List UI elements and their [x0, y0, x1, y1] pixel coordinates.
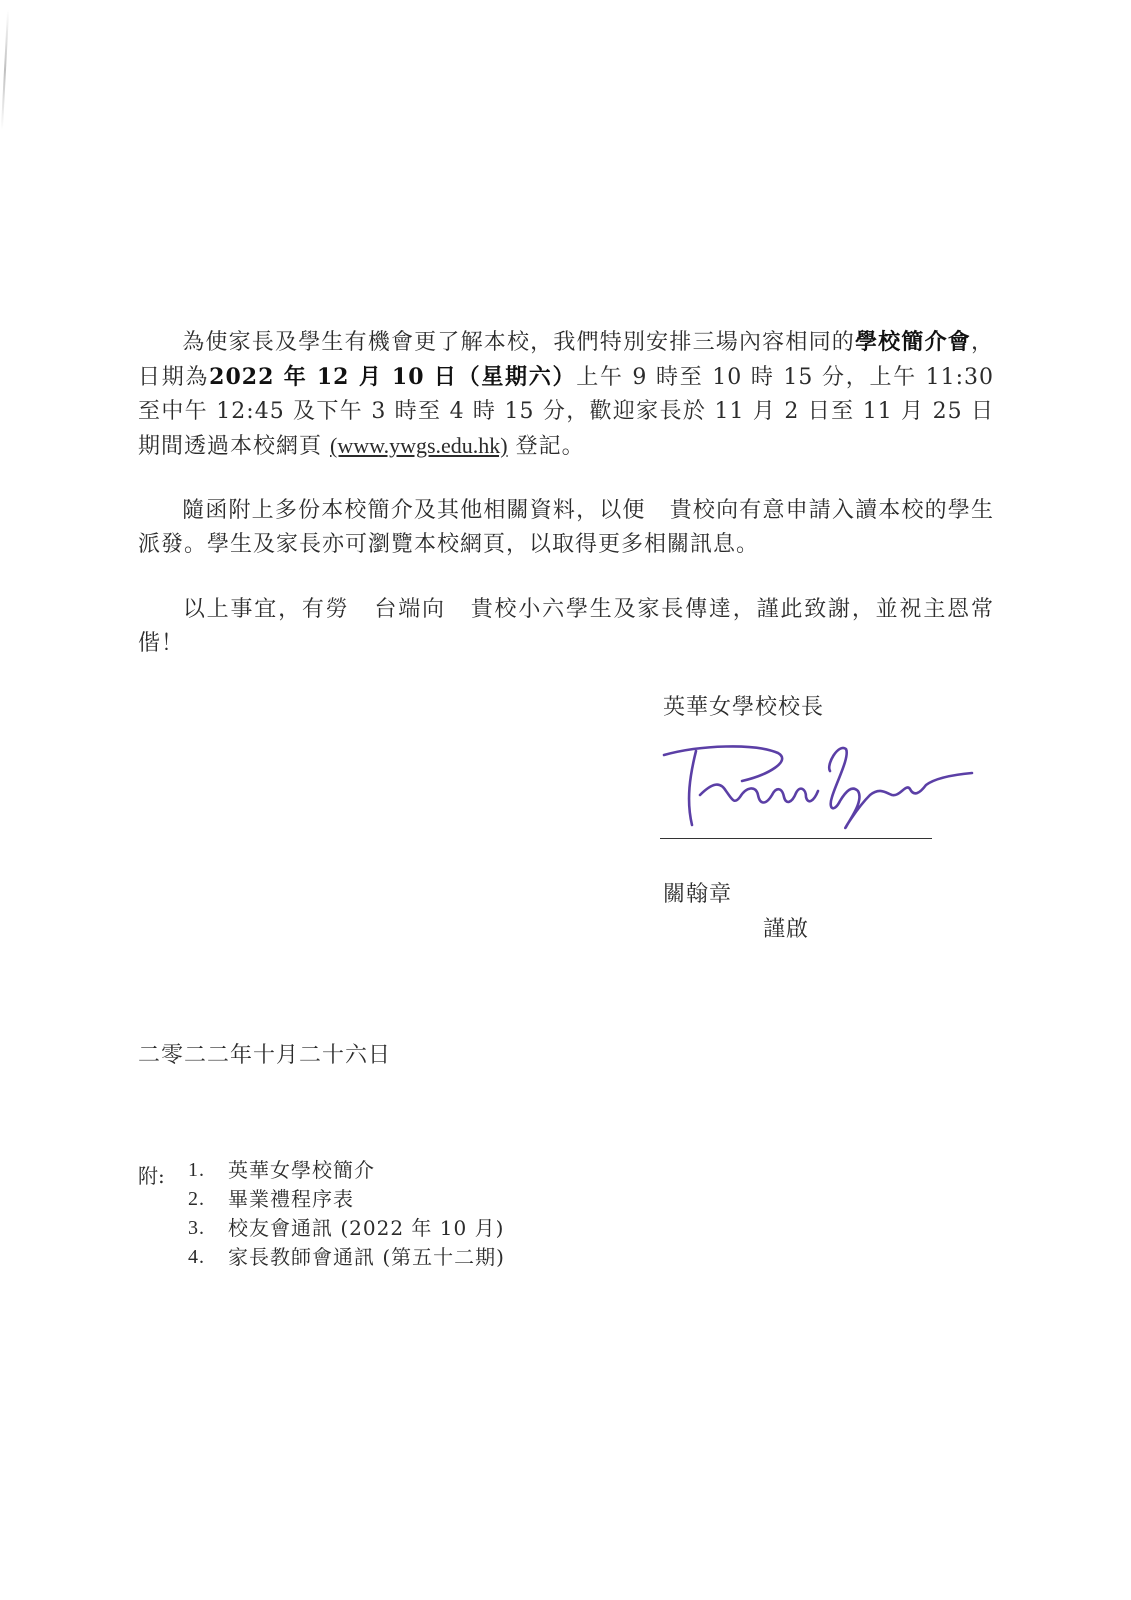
- signatory-title: 英華女學校校長: [663, 695, 825, 720]
- signature-line: [660, 838, 932, 839]
- scan-edge-mark: [1, 10, 9, 130]
- attachment-item: 3. 校友會通訊 (2022 年 10 月): [188, 1216, 505, 1240]
- paragraph-closing: 以上事宜，有勞 台端向 貴校小六學生及家長傳達，謹此致謝，並祝主恩常偕！: [138, 597, 994, 656]
- signatory-name: 關翰章: [663, 882, 733, 907]
- info-session-date: 2022 年 12 月 10 日（星期六）: [209, 364, 577, 390]
- attachment-item: 4. 家長教師會通訊 (第五十二期): [188, 1245, 505, 1269]
- paragraph-enclosures: 隨函附上多份本校簡介及其他相關資料，以便 貴校向有意申請入讀本校的學生派發。學生及家長亦可瀏覽本校網頁，以取得更多相關訊息。: [138, 498, 994, 557]
- paragraph-info-session: 為使家長及學生有機會更了解本校，我們特別安排三場內容相同的學校簡介會，日期為2022 年 12 月 10 日（星期六）上午 9 時至 10 時 15 分，上午 11:30 至中午 12:45 及下午 3 時至 4 時 15 分，歡迎家長於 11 月 2 日至 11 月 25 日期間透過本校網頁 (www.ywgs.edu.hk) 登記。: [138, 329, 994, 459]
- info-session-name: 學校簡介會: [854, 329, 971, 355]
- letter-date: 二零二二年十月二十六日: [138, 1043, 392, 1068]
- school-website-link[interactable]: (www.ywgs.edu.hk): [330, 433, 508, 458]
- closing-salutation: 謹啟: [763, 917, 810, 942]
- attachments-list: [188, 1156, 505, 1272]
- attachment-item: 2. 畢業禮程序表: [188, 1187, 354, 1211]
- handwritten-signature: [660, 735, 980, 840]
- attachments-label: 附:: [138, 1164, 165, 1188]
- attachment-item: 1. 英華女學校簡介: [188, 1158, 375, 1182]
